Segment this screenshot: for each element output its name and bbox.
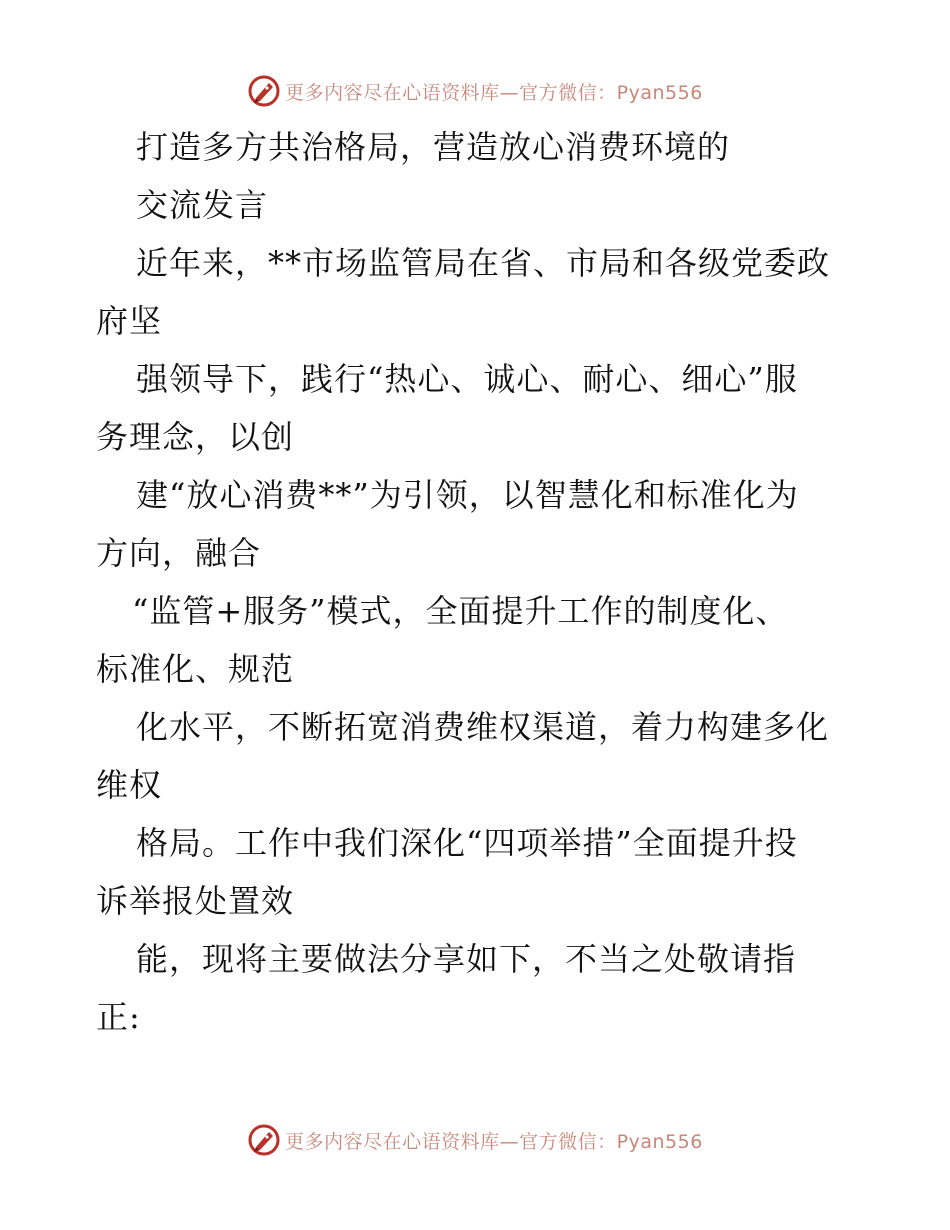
footer-banner-text: 更多内容尽在心语资料库—官方微信：Pyan556 [285,1130,703,1153]
paragraph-line: 化水平，不断拓宽消费维权渠道，着力构建多化 [136,708,830,746]
paragraph-line: 交流发言 [136,186,269,224]
paragraph-line: “监管+服务”模式，全面提升工作的制度化、 [132,592,789,630]
footer-banner [0,1120,950,1160]
header-banner [0,71,950,111]
paragraph-line: 强领导下，践行“热心、诚心、耐心、细心”服 [136,360,798,398]
paragraph-line: 正: [96,998,141,1036]
paragraph-line: 务理念，以创 [96,418,295,456]
pen-nib-logo-icon [247,74,281,108]
paragraph-line: 格局。工作中我们深化“四项举措”全面提升投 [136,824,798,862]
header-banner-text: 更多内容尽在心语资料库—官方微信：Pyan556 [285,81,703,104]
paragraph-line: 标准化、规范 [96,650,295,688]
paragraph-line: 建“放心消费**”为引领，以智慧化和标准化为 [136,476,799,514]
paragraph-line: 方向，融合 [96,534,262,572]
paragraph-line: 打造多方共治格局，营造放心消费环境的 [136,128,731,166]
pen-nib-logo-icon [247,1123,281,1157]
paragraph-line: 近年来，**市场监管局在省、市局和各级党委政 [136,244,831,282]
paragraph-line: 能，现将主要做法分享如下，不当之处敬请指 [136,940,797,978]
paragraph-line: 维权 [96,766,163,804]
paragraph-line: 诉举报处置效 [96,882,295,920]
paragraph-line: 府坚 [96,302,163,340]
document-body [96,118,854,1046]
